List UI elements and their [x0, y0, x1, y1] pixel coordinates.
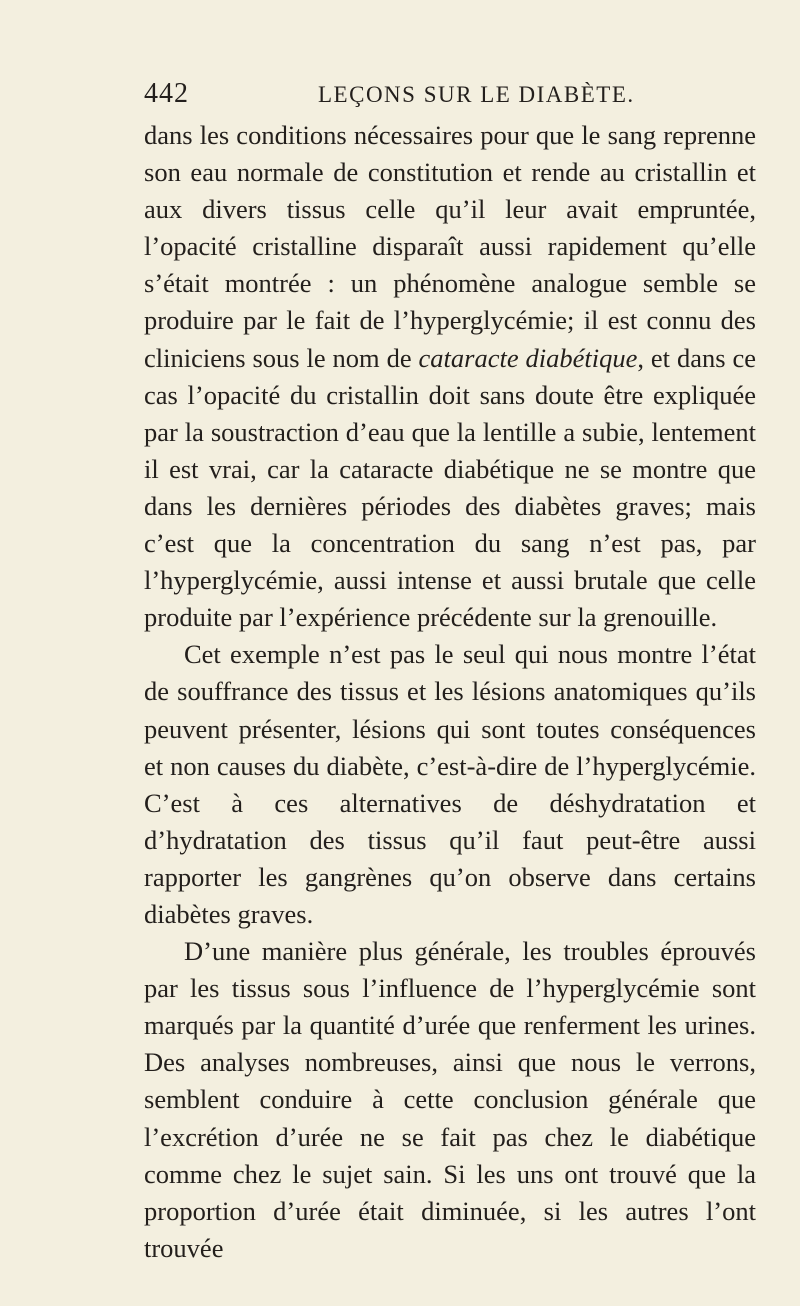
paragraph-2: Cet exemple n’est pas le seul qui nous montre l’état de souffrance des tissus et les lésions anatomiques qu’ils peuvent présenter, lésions qui sont toutes conséquences et non causes du diabète, c’est-à-dire de l’hyperglycémie. C’est à ces alternatives de déshydratation et d’hydratation des tissus qu’il faut peut-être aussi rapporter les gangrènes qu’on observe dans certains diabètes graves. [144, 639, 756, 929]
paragraph-1 [144, 117, 756, 636]
paragraph-3: D’une manière plus générale, les troubles éprouvés par les tissus sous l’influence de l’hyperglycémie sont marqués par la quantité d’urée que renferment les urines. Des analyses nombreuses, ainsi que nous le verrons, semblent conduire à cette conclusion générale que l’excrétion d’urée ne se fait pas chez le diabétique comme chez le sujet sain. Si les uns ont trouvé que la proportion d’urée était diminuée, si les autres l’ont trouvée [144, 936, 756, 1263]
paragraph-1-text-a: dans les conditions nécessaires pour que le sang reprenne son eau normale de constitution et rende au cristallin et aux divers tissus celle qu’il leur avait empruntée, l’opacité cristalline disparaît aussi rapidement qu’elle s’était montrée : un phénomène analogue semble se produire par le fait de l’hyperglycémie; il est connu des cliniciens sous le nom de [144, 120, 756, 373]
page-header [144, 78, 756, 114]
body-text [144, 117, 756, 1267]
page-number: 442 [144, 78, 189, 109]
running-title: LEÇONS SUR LE DIABÈTE. [318, 82, 635, 107]
paragraph-1-text-b: , et dans ce cas l’opacité du cristallin doit sans doute être expliquée par la soustraction d’eau que la lentille a subie, lentement il est vrai, car la cataracte diabétique ne se montre que dans les dernières périodes des diabètes graves; mais c’est que la concentration du sang n’est pas, par l’hyperglycémie, aussi intense et aussi brutale que celle produite par l’expérience précédente sur la grenouille. [144, 342, 756, 633]
italic-term: cataracte diabétique [418, 342, 638, 373]
